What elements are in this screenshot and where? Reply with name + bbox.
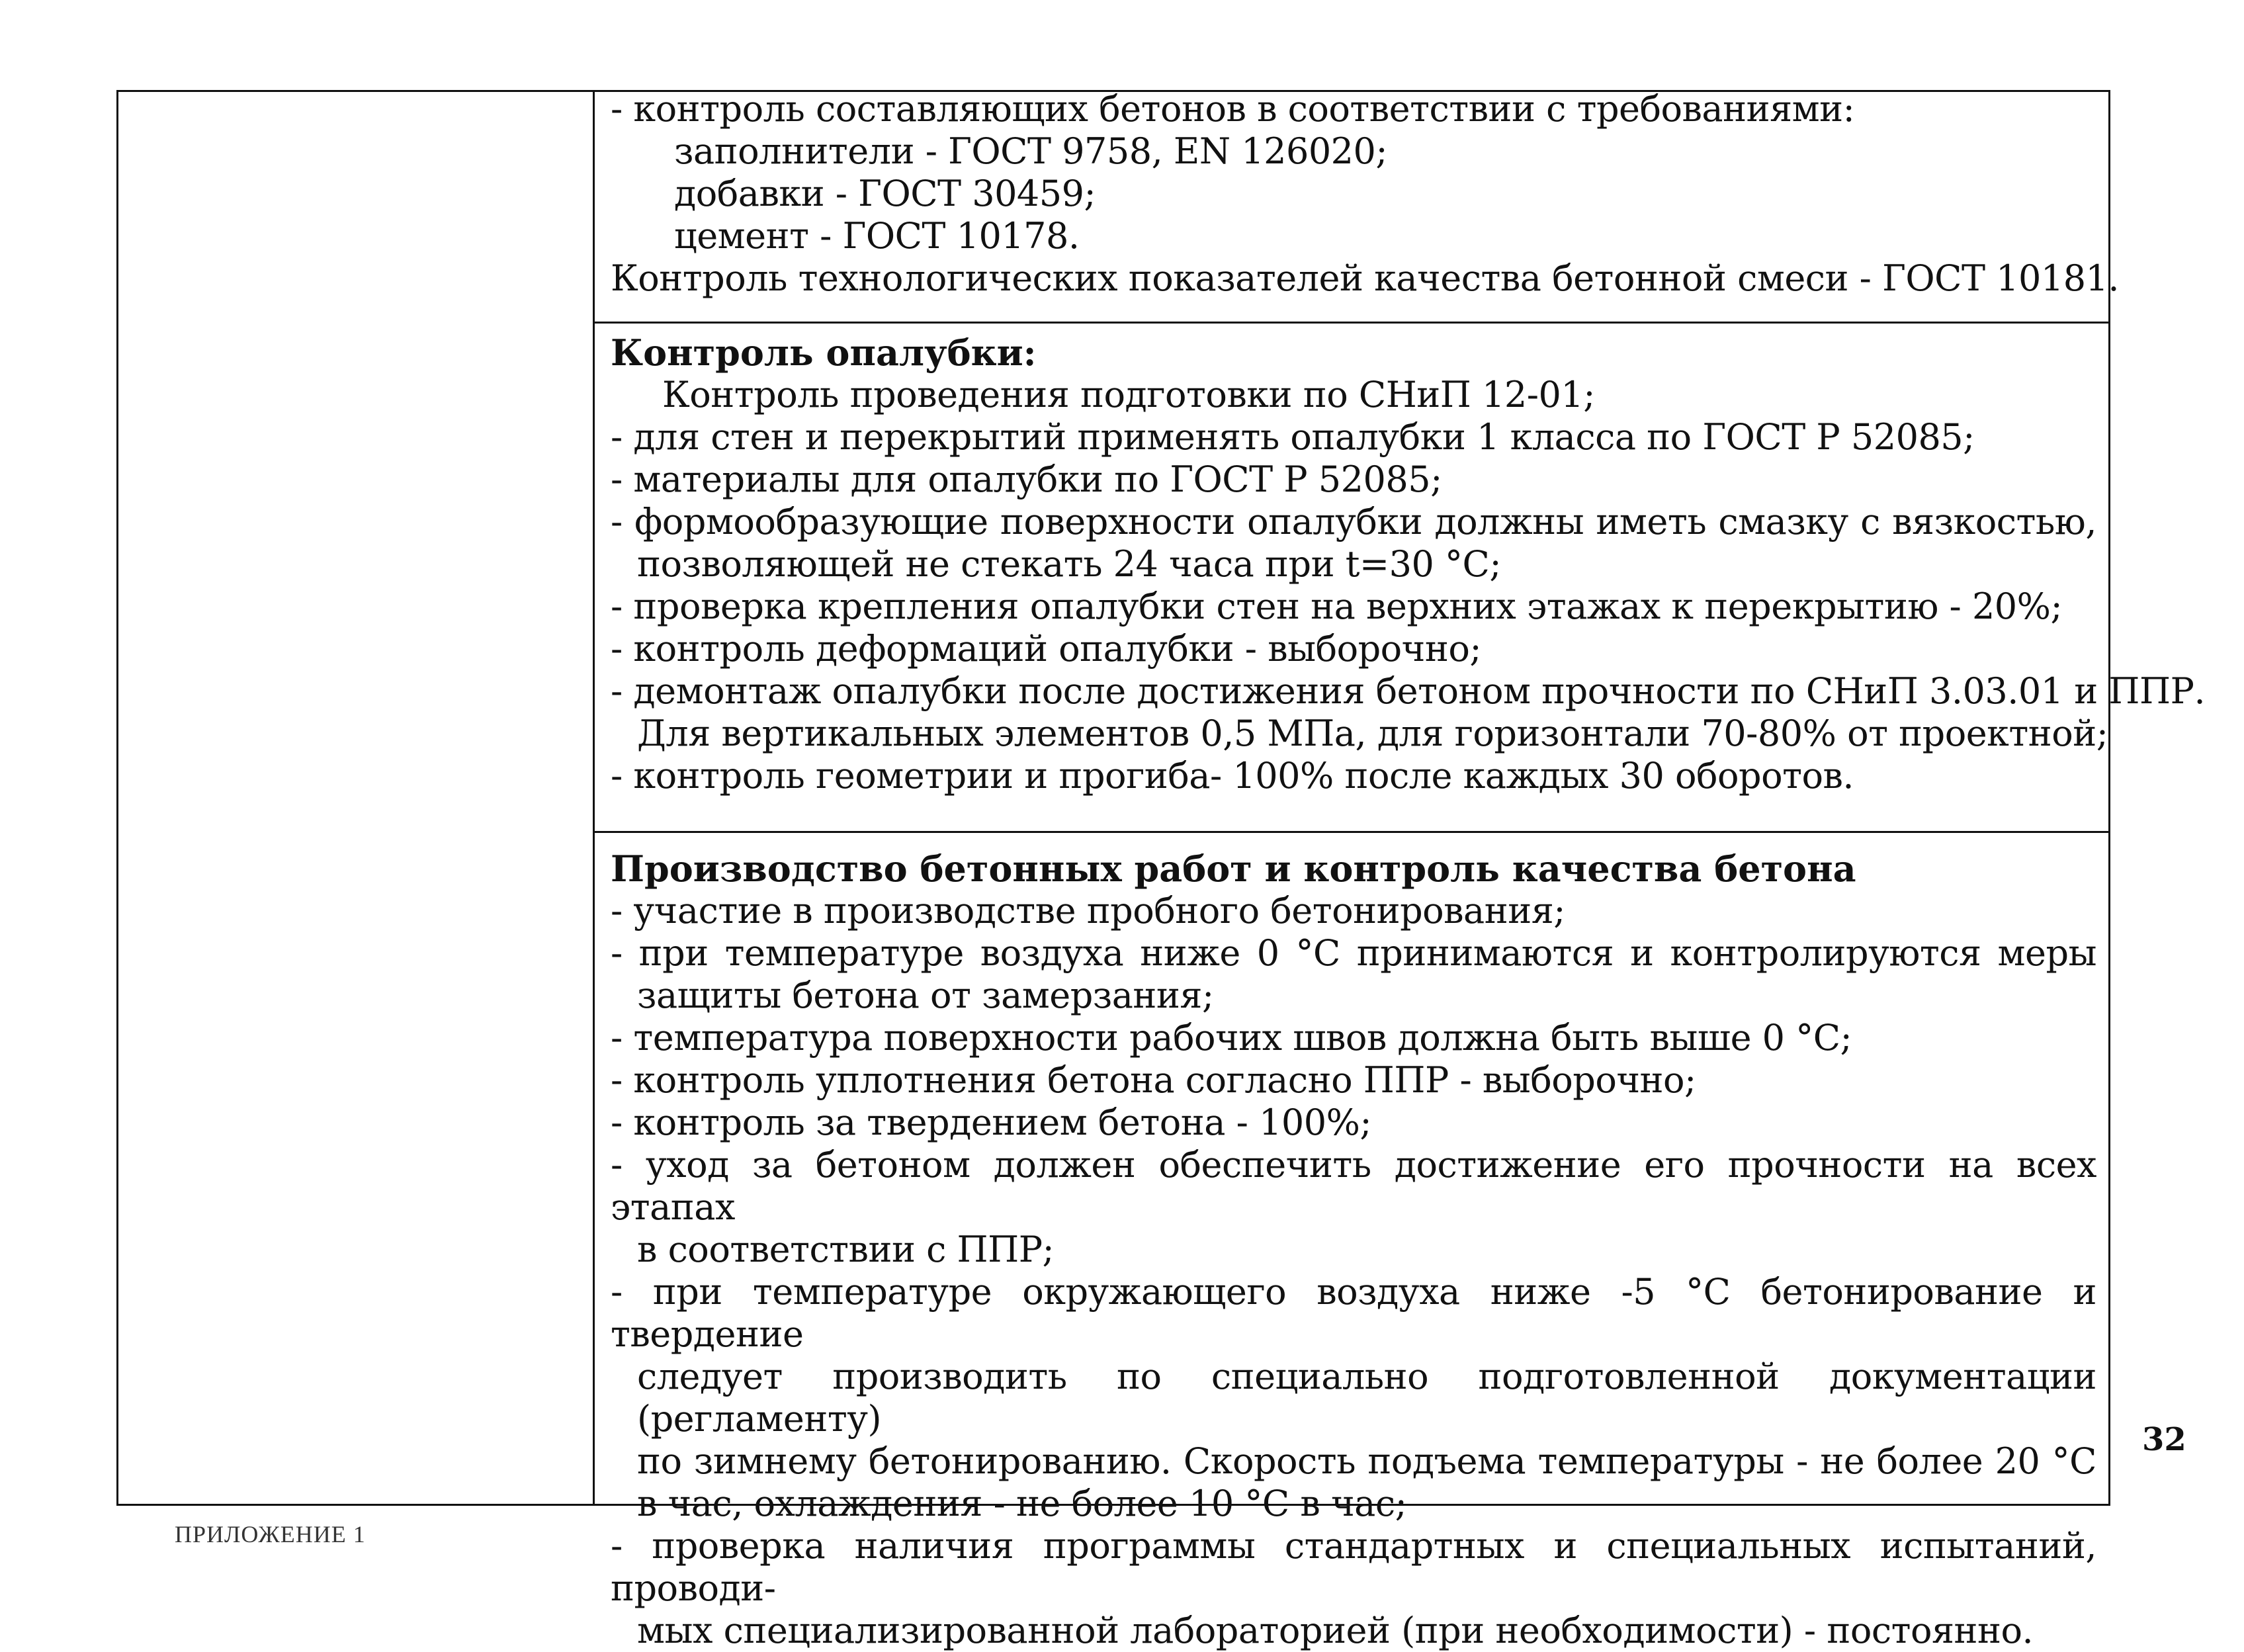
text-line: Контроль проведения подготовки по СНиП 12-01;	[662, 374, 1595, 415]
text-line: следует производить по специально подготовленной документации (регламенту)	[637, 1356, 2096, 1440]
text-line: - материалы для опалубки по ГОСТ Р 52085;	[611, 458, 1442, 500]
text-line: - формообразующие поверхности опалубки должны иметь смазку с вязкостью,	[611, 501, 2096, 543]
text-line: по зимнему бетонированию. Скорость подъема температуры - не более 20 °С	[637, 1440, 2096, 1482]
text-line: - для стен и перекрытий применять опалубки 1 класса по ГОСТ Р 52085;	[611, 416, 1975, 458]
text-line: - контроль за твердением бетона - 100%;	[611, 1102, 1372, 1143]
text-line: в час, охлаждения - не более 10 °С в час;	[637, 1483, 1407, 1524]
text-line: - контроль уплотнения бетона согласно ППР - выборочно;	[611, 1059, 1696, 1101]
text-line: - при температуре окружающего воздуха ниже -5 °С бетонирование и твердение	[611, 1271, 2096, 1355]
text-line: - проверка крепления опалубки стен на верхних этажах к перекрытию - 20%;	[611, 586, 2063, 627]
left-column-empty	[118, 92, 595, 1504]
text-line: - контроль составляющих бетонов в соответствии с требованиями:	[611, 88, 1855, 130]
text-line: - уход за бетоном должен обеспечить достижение его прочности на всех этапах	[611, 1144, 2096, 1228]
section-heading: Производство бетонных работ и контроль качества бетона	[611, 848, 1856, 890]
text-line: - температура поверхности рабочих швов должна быть выше 0 °С;	[611, 1017, 1852, 1059]
text-line: - при температуре воздуха ниже 0 °С принимаются и контролируются меры	[611, 932, 2096, 974]
cell-formwork-control	[595, 324, 2206, 833]
text-line: - проверка наличия программы стандартных и специальных испытаний, проводи-	[611, 1525, 2096, 1609]
cell-concrete-works	[595, 833, 2108, 1651]
text-line: Для вертикальных элементов 0,5 МПа, для горизонтали 70-80% от проектной;	[637, 713, 2108, 754]
text-line: защиты бетона от замерзания;	[637, 975, 1214, 1016]
cell-concrete-components	[595, 88, 2120, 324]
text-line: - участие в производстве пробного бетонирования;	[611, 890, 1565, 932]
text-line: в соответствии с ППР;	[637, 1229, 1055, 1270]
text-line: позволяющей не стекать 24 часа при t=30 °С;	[637, 543, 1502, 585]
text-line: мых специализированной лабораторией (при необходимости) - постоянно.	[637, 1610, 2034, 1651]
section-heading: Контроль опалубки:	[611, 331, 1037, 374]
text-line: добавки - ГОСТ 30459;	[674, 173, 1096, 214]
text-line: - контроль геометрии и прогиба- 100% после каждых 30 оборотов.	[611, 755, 1854, 797]
text-line: цемент - ГОСТ 10178.	[674, 215, 1080, 257]
page-number: 32	[2142, 1421, 2186, 1458]
text-line: - демонтаж опалубки после достижения бетоном прочности по СНиП 3.03.01 и ППР.	[611, 670, 2206, 712]
appendix-label: ПРИЛОЖЕНИЕ 1	[175, 1521, 366, 1547]
text-line: заполнители - ГОСТ 9758, EN 126020;	[674, 130, 1388, 172]
text-line: - контроль деформаций опалубки - выборочно;	[611, 628, 1482, 670]
text-line: Контроль технологических показателей качества бетонной смеси - ГОСТ 10181.	[611, 257, 2120, 299]
